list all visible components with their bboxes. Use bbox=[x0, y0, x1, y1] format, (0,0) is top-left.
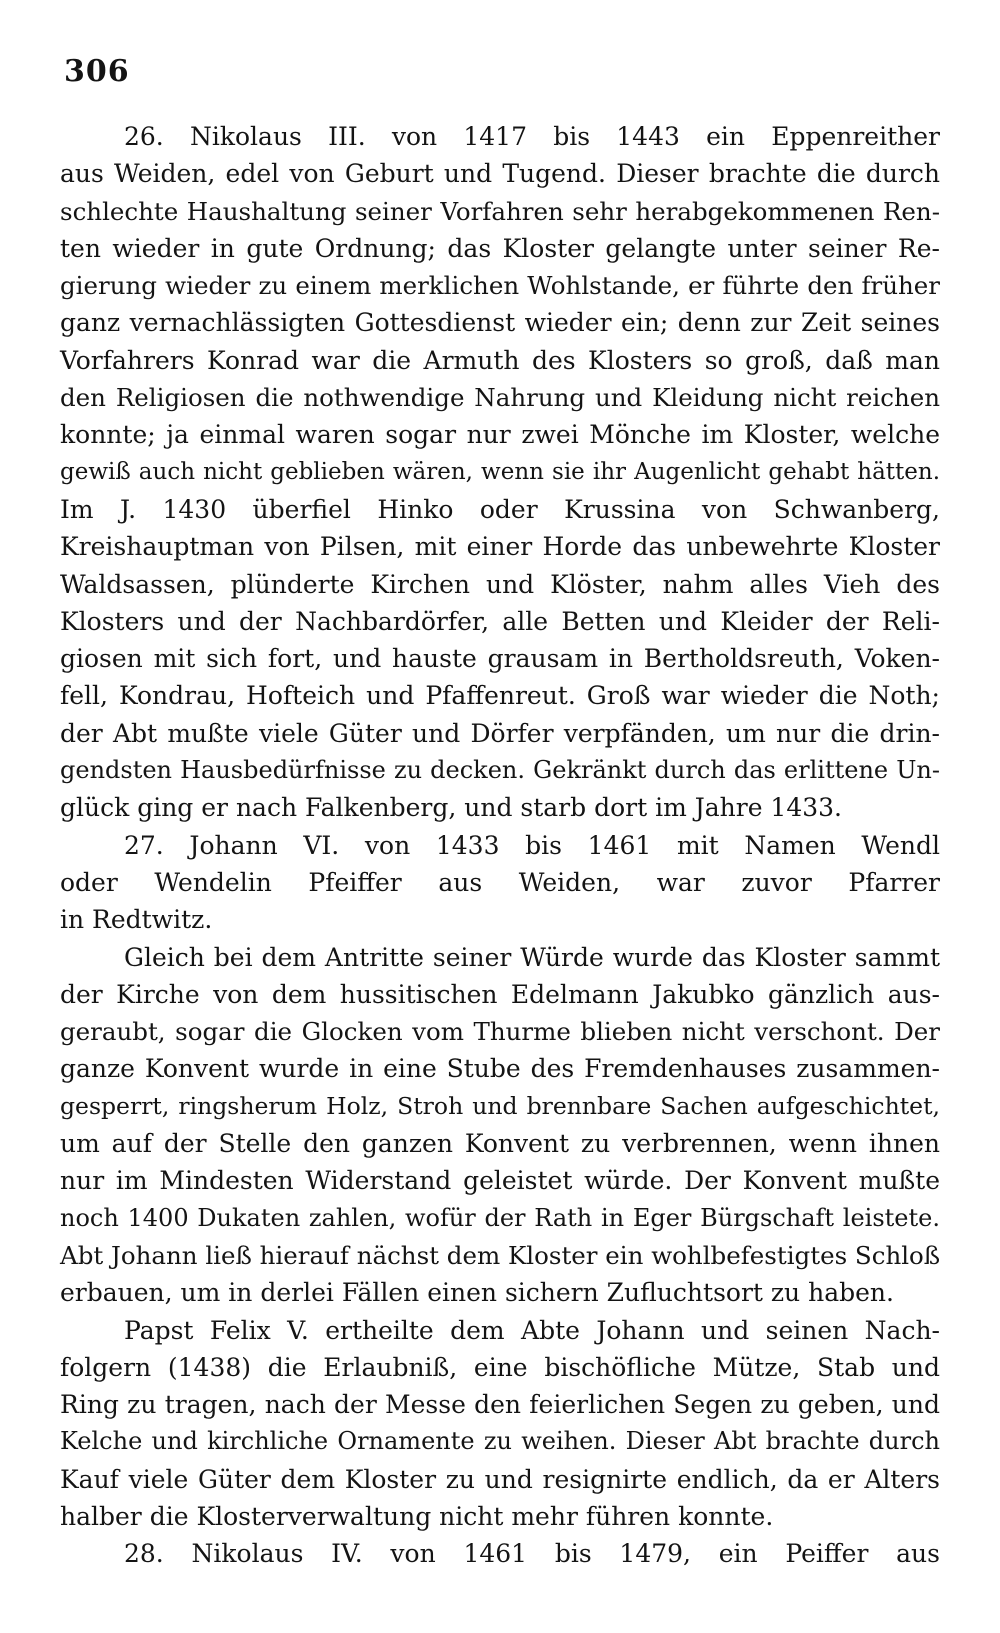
text-line: aus Weiden, edel von Geburt und Tugend. Dieser brachte die durch bbox=[60, 159, 940, 189]
text-line: schlechte Haushaltung seiner Vorfahren sehr herabgekommenen Ren- bbox=[60, 196, 940, 226]
text-line: ganze Konvent wurde in eine Stube des Fremdenhauses zusammen- bbox=[60, 1054, 940, 1084]
text-line: Abt Johann ließ hierauf nächst dem Kloster ein wohlbefestigtes Schloß bbox=[60, 1240, 941, 1270]
text-line: ganz vernachlässigten Gottesdienst wieder ein; denn zur Zeit seines bbox=[60, 308, 940, 338]
text-line: gesperrt, ringsherum Holz, Stroh und brennbare Sachen aufgeschichtet, bbox=[60, 1091, 940, 1120]
page-number: 306 bbox=[64, 54, 130, 89]
text-line: Klosters und der Nachbardörfer, alle Betten und Kleider der Reli- bbox=[60, 606, 940, 636]
body-text bbox=[60, 118, 940, 1573]
text-line: Waldsassen, plünderte Kirchen und Klöster, nahm alles Vieh des bbox=[60, 569, 940, 599]
text-line: 27. Johann VI. von 1433 bis 1461 mit Namen Wendl bbox=[124, 830, 940, 860]
text-line: Kelche und kirchliche Ornamente zu weihen. Dieser Abt brachte durch bbox=[60, 1427, 940, 1456]
text-line: Kreishauptman von Pilsen, mit einer Horde das unbewehrte Kloster bbox=[60, 532, 940, 562]
text-line: halber die Klosterverwaltung nicht mehr führen konnte. bbox=[60, 1501, 774, 1531]
text-line: erbauen, um in derlei Fällen einen sichern Zufluchtsort zu haben. bbox=[60, 1278, 894, 1308]
text-line: gewiß auch nicht geblieben wären, wenn sie ihr Augenlicht gehabt hätten. bbox=[60, 458, 940, 485]
text-line: noch 1400 Dukaten zahlen, wofür der Rath in Eger Bürgschaft leistete. bbox=[60, 1203, 940, 1232]
text-line: Vorfahrers Konrad war die Armuth des Klosters so groß, daß man bbox=[60, 345, 940, 375]
text-line: folgern (1438) die Erlaubniß, eine bischöfliche Mütze, Stab und bbox=[60, 1352, 940, 1382]
text-line: oder Wendelin Pfeiffer aus Weiden, war zuvor Pfarrer bbox=[60, 867, 940, 897]
text-line: Papst Felix V. ertheilte dem Abte Johann und seinen Nach- bbox=[124, 1315, 940, 1345]
text-line: fell, Kondrau, Hofteich und Pfaffenreut. Groß war wieder die Noth; bbox=[60, 681, 940, 711]
text-line: der Kirche von dem hussitischen Edelmann Jakubko gänzlich aus- bbox=[60, 979, 940, 1009]
text-line: 28. Nikolaus IV. von 1461 bis 1479, ein Peiffer aus bbox=[124, 1539, 940, 1569]
text-line: giosen mit sich fort, und hauste grausam in Bertholdsreuth, Voken- bbox=[60, 644, 940, 674]
text-line: nur im Mindesten Widerstand geleistet würde. Der Konvent mußte bbox=[60, 1166, 940, 1196]
text-line: um auf der Stelle den ganzen Konvent zu verbrennen, wenn ihnen bbox=[60, 1129, 940, 1159]
text-line: ten wieder in gute Ordnung; das Kloster gelangte unter seiner Re- bbox=[60, 233, 940, 263]
text-line: gierung wieder zu einem merklichen Wohlstande, er führte den früher bbox=[60, 271, 940, 301]
text-line: 26. Nikolaus III. von 1417 bis 1443 ein Eppenreither bbox=[124, 122, 940, 151]
text-line: der Abt mußte viele Güter und Dörfer verpfänden, um nur die drin- bbox=[60, 718, 940, 748]
text-line: geraubt, sogar die Glocken vom Thurme blieben nicht verschont. Der bbox=[60, 1017, 940, 1047]
text-line: gendsten Hausbedürfnisse zu decken. Gekränkt durch das erlittene Un- bbox=[60, 756, 940, 785]
text-line: Kauf viele Güter dem Kloster zu und resignirte endlich, da er Alters bbox=[60, 1464, 940, 1494]
text-line: in Redtwitz. bbox=[60, 905, 213, 935]
text-line: den Religiosen die nothwendige Nahrung und Kleidung nicht reichen bbox=[60, 383, 940, 413]
text-line: Ring zu tragen, nach der Messe den feierlichen Segen zu geben, und bbox=[60, 1390, 940, 1420]
text-line: konnte; ja einmal waren sogar nur zwei Mönche im Kloster, welche bbox=[60, 420, 940, 450]
text-line: glück ging er nach Falkenberg, und starb dort im Jahre 1433. bbox=[60, 793, 843, 823]
text-line: Im J. 1430 überfiel Hinko oder Krussina von Schwanberg, bbox=[60, 494, 940, 524]
text-line: Gleich bei dem Antritte seiner Würde wurde das Kloster sammt bbox=[124, 942, 940, 972]
